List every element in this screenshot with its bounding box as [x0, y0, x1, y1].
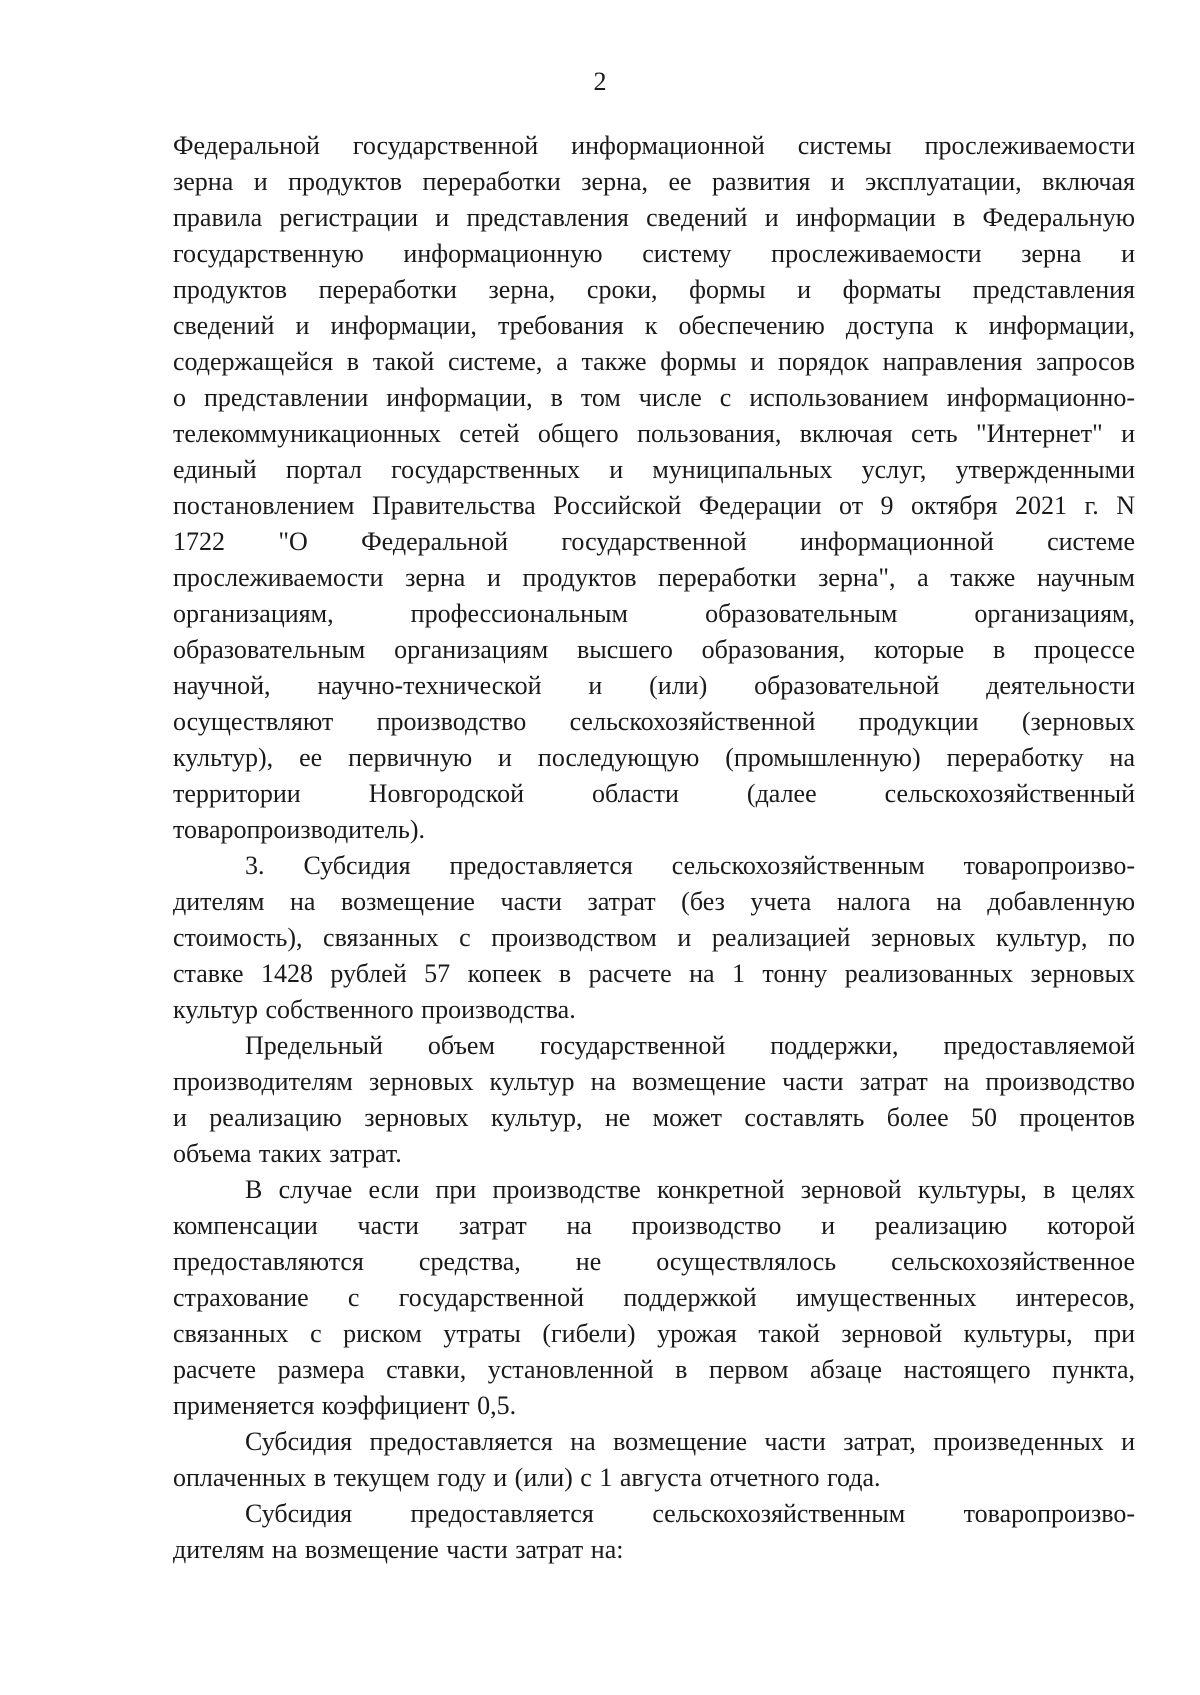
text-line: объема таких затрат. [173, 1139, 402, 1168]
text-line: прослеживаемости зерна и продуктов переработки зерна", а также научным [173, 563, 1135, 592]
paragraph [173, 1028, 1135, 1172]
text-line: дителям на возмещение части затрат (без учета налога на добавленную [173, 887, 1135, 916]
paragraph [173, 848, 1135, 1028]
text-line: ставке 1428 рублей 57 копеек в расчете на 1 тонну реализованных зерновых [173, 959, 1135, 988]
text-line: товаропроизводитель). [173, 815, 425, 844]
text-line: Субсидия предоставляется на возмещение части затрат, произведенных и [245, 1427, 1135, 1456]
text-line: телекоммуникационных сетей общего пользования, включая сеть "Интернет" и [173, 419, 1135, 448]
text-line: культур), ее первичную и последующую (промышленную) переработку на [173, 743, 1135, 772]
text-line: сведений и информации, требования к обеспечению доступа к информации, [173, 311, 1135, 340]
text-line: В случае если при производстве конкретной зерновой культуры, в целях [245, 1175, 1135, 1204]
text-line: предоставляются средства, не осуществлялось сельскохозяйственное [173, 1247, 1135, 1276]
text-line: страхование с государственной поддержкой имущественных интересов, [173, 1283, 1135, 1312]
text-line: стоимость), связанных с производством и реализацией зерновых культур, по [173, 923, 1135, 952]
text-line: Федеральной государственной информационной системы прослеживаемости [173, 131, 1135, 160]
text-line: зерна и продуктов переработки зерна, ее развития и эксплуатации, включая [173, 167, 1135, 196]
text-line: правила регистрации и представления сведений и информации в Федеральную [173, 203, 1135, 232]
text-line: научной, научно-технической и (или) образовательной деятельности [173, 671, 1135, 700]
paragraph [173, 128, 1135, 848]
text-line: дителям на возмещение части затрат на: [173, 1535, 624, 1564]
text-line: государственную информационную систему прослеживаемости зерна и [173, 239, 1135, 268]
text-line: образовательным организациям высшего образования, которые в процессе [173, 635, 1135, 664]
text-line: компенсации части затрат на производство и реализацию которой [173, 1211, 1135, 1240]
text-line: расчете размера ставки, установленной в первом абзаце настоящего пункта, [173, 1355, 1135, 1384]
text-line: территории Новгородской области (далее сельскохозяйственный [173, 779, 1135, 808]
text-line: производителям зерновых культур на возмещение части затрат на производство [173, 1067, 1135, 1096]
text-line: продуктов переработки зерна, сроки, формы и форматы представления [173, 275, 1135, 304]
document-body [173, 128, 1135, 1568]
text-line: и реализацию зерновых культур, не может составлять более 50 процентов [173, 1103, 1135, 1132]
text-line: единый портал государственных и муниципальных услуг, утвержденными [173, 455, 1135, 484]
paragraph [173, 1172, 1135, 1424]
text-line: содержащейся в такой системе, а также формы и порядок направления запросов [173, 347, 1135, 376]
text-line: о представлении информации, в том числе с использованием информационно- [173, 383, 1135, 412]
paragraph [173, 1496, 1135, 1568]
text-line: организациям, профессиональным образовательным организациям, [173, 599, 1135, 628]
paragraph [173, 1424, 1135, 1496]
text-line: постановлением Правительства Российской Федерации от 9 октября 2021 г. N [173, 491, 1135, 520]
text-line: 1722 "О Федеральной государственной информационной системе [173, 527, 1135, 556]
text-line: применяется коэффициент 0,5. [173, 1391, 517, 1420]
page-number: 2 [593, 67, 607, 96]
text-line: 3. Субсидия предоставляется сельскохозяйственным товаропроизво- [245, 851, 1135, 880]
text-line: Предельный объем государственной поддержки, предоставляемой [245, 1031, 1135, 1060]
text-line: культур собственного производства. [173, 995, 576, 1024]
text-line: осуществляют производство сельскохозяйственной продукции (зерновых [173, 707, 1135, 736]
text-line: оплаченных в текущем году и (или) с 1 августа отчетного года. [173, 1463, 881, 1492]
paragraph-list [173, 128, 1135, 1568]
text-line: связанных с риском утраты (гибели) урожая такой зерновой культуры, при [173, 1319, 1135, 1348]
text-line: Субсидия предоставляется сельскохозяйственным товаропроизво- [245, 1499, 1135, 1528]
